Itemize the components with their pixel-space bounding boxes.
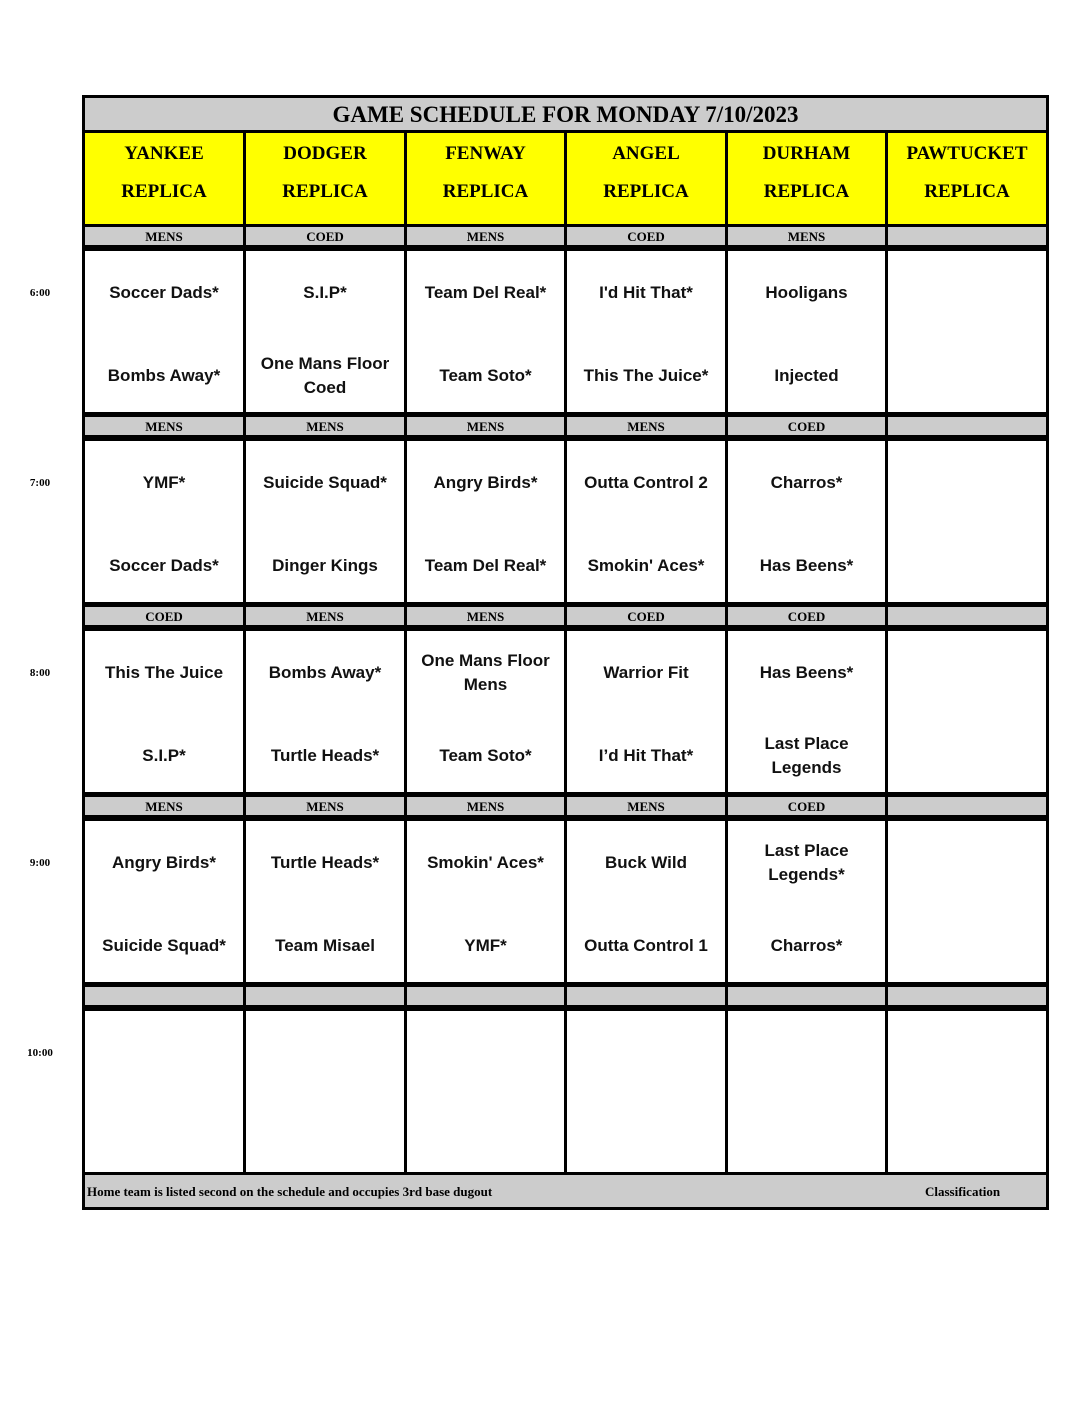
away-team bbox=[250, 1025, 400, 1081]
field-header bbox=[728, 133, 885, 224]
division-label bbox=[888, 987, 1046, 1005]
game-cell bbox=[407, 251, 564, 412]
home-team: Soccer Dads* bbox=[109, 556, 219, 575]
division-label: MENS bbox=[246, 607, 404, 625]
home-team bbox=[892, 918, 1042, 974]
game-cell bbox=[407, 631, 564, 792]
division-label: COED bbox=[728, 797, 885, 815]
field-type: REPLICA bbox=[763, 181, 850, 202]
field-header bbox=[85, 133, 243, 224]
home-team: Team Del Real* bbox=[424, 556, 547, 575]
schedule-table bbox=[82, 95, 1049, 1210]
away-team bbox=[892, 265, 1042, 321]
away-team: Last Place Legends* bbox=[764, 841, 849, 884]
division-label: COED bbox=[728, 607, 885, 625]
game-cell bbox=[567, 251, 725, 412]
division-label: MENS bbox=[728, 227, 885, 245]
game-cell bbox=[85, 821, 243, 982]
division-label: COED bbox=[246, 227, 404, 245]
away-team: Smokin' Aces* bbox=[427, 853, 544, 872]
away-team: Team Del Real* bbox=[424, 283, 547, 302]
away-team bbox=[892, 1025, 1042, 1081]
game-cell bbox=[728, 441, 885, 602]
home-team bbox=[892, 538, 1042, 594]
time-label: 8:00 bbox=[29, 667, 51, 679]
game-cell bbox=[888, 631, 1046, 792]
field-name: ANGEL bbox=[612, 143, 680, 164]
away-team: Charros* bbox=[770, 473, 843, 492]
game-cell bbox=[246, 441, 404, 602]
field-type: REPLICA bbox=[442, 181, 529, 202]
away-team bbox=[892, 455, 1042, 511]
away-team bbox=[892, 835, 1042, 891]
game-cell bbox=[888, 251, 1046, 412]
home-team: This The Juice* bbox=[583, 366, 709, 385]
game-cell bbox=[407, 441, 564, 602]
field-header bbox=[888, 133, 1046, 224]
field-type: REPLICA bbox=[924, 181, 1010, 202]
division-label bbox=[85, 987, 243, 1005]
home-team bbox=[892, 728, 1042, 784]
home-team bbox=[250, 1108, 400, 1164]
division-label bbox=[728, 987, 885, 1005]
game-cell bbox=[888, 821, 1046, 982]
game-cell bbox=[246, 631, 404, 792]
schedule-title: GAME SCHEDULE FOR MONDAY 7/10/2023 bbox=[85, 98, 1046, 130]
away-team: Soccer Dads* bbox=[109, 283, 219, 302]
away-team: Warrior Fit bbox=[603, 663, 689, 682]
home-team: Injected bbox=[774, 366, 839, 385]
game-cell bbox=[85, 441, 243, 602]
division-label: COED bbox=[728, 417, 885, 435]
division-label: COED bbox=[567, 607, 725, 625]
home-team: Team Soto* bbox=[439, 366, 532, 385]
time-label: 10:00 bbox=[27, 1047, 53, 1059]
home-team: S.I.P* bbox=[142, 746, 186, 765]
away-team: Bombs Away* bbox=[268, 663, 382, 682]
home-team bbox=[571, 1108, 721, 1164]
field-header bbox=[246, 133, 404, 224]
game-cell bbox=[85, 1011, 243, 1172]
field-name: YANKEE bbox=[124, 143, 204, 164]
away-team: Turtle Heads* bbox=[270, 853, 380, 872]
division-label: COED bbox=[85, 607, 243, 625]
home-team: Last Place Legends bbox=[764, 734, 849, 777]
division-label: MENS bbox=[85, 227, 243, 245]
away-team: One Mans Floor Mens bbox=[421, 651, 550, 694]
game-cell bbox=[888, 441, 1046, 602]
away-team: YMF* bbox=[142, 473, 186, 492]
home-team: YMF* bbox=[464, 936, 507, 955]
home-team bbox=[411, 1108, 560, 1164]
away-team bbox=[89, 1025, 239, 1081]
home-team bbox=[892, 348, 1042, 404]
game-cell bbox=[567, 821, 725, 982]
division-label bbox=[888, 607, 1046, 625]
time-label: 7:00 bbox=[29, 477, 51, 489]
away-team: S.I.P* bbox=[303, 283, 347, 302]
home-team: Bombs Away* bbox=[107, 366, 221, 385]
home-team: Turtle Heads* bbox=[270, 746, 380, 765]
away-team: Angry Birds* bbox=[112, 853, 216, 872]
game-cell bbox=[246, 251, 404, 412]
home-team: Suicide Squad* bbox=[102, 936, 226, 955]
game-cell bbox=[407, 821, 564, 982]
division-label bbox=[407, 987, 564, 1005]
away-team: This The Juice bbox=[104, 663, 224, 682]
field-name: DODGER bbox=[283, 143, 367, 164]
game-cell bbox=[728, 821, 885, 982]
time-label: 6:00 bbox=[29, 287, 51, 299]
away-team: Buck Wild bbox=[604, 853, 688, 872]
division-label: COED bbox=[567, 227, 725, 245]
away-team bbox=[571, 1025, 721, 1081]
home-team bbox=[89, 1108, 239, 1164]
away-team bbox=[411, 1025, 560, 1081]
game-cell bbox=[567, 441, 725, 602]
game-cell bbox=[728, 1011, 885, 1172]
away-team: Angry Birds* bbox=[433, 473, 538, 492]
division-label: MENS bbox=[407, 797, 564, 815]
division-label bbox=[567, 987, 725, 1005]
game-cell bbox=[85, 631, 243, 792]
away-team: Outta Control 2 bbox=[584, 473, 708, 492]
home-team: Dinger Kings bbox=[272, 556, 378, 575]
table-footer bbox=[85, 1175, 1046, 1207]
division-label bbox=[888, 227, 1046, 245]
field-name: DURHAM bbox=[762, 143, 851, 164]
division-label: MENS bbox=[407, 417, 564, 435]
away-team bbox=[732, 1025, 881, 1081]
game-cell bbox=[407, 1011, 564, 1172]
home-team-note: Home team is listed second on the schedule and occupies 3rd base dugout bbox=[87, 1184, 493, 1199]
time-label: 9:00 bbox=[29, 857, 51, 869]
game-cell bbox=[567, 631, 725, 792]
home-team: Smokin' Aces* bbox=[587, 556, 705, 575]
field-type: REPLICA bbox=[603, 181, 689, 202]
home-team: One Mans Floor Coed bbox=[260, 354, 390, 397]
away-team: I'd Hit That* bbox=[599, 283, 693, 302]
division-label bbox=[888, 797, 1046, 815]
division-label: MENS bbox=[407, 227, 564, 245]
home-team: Team Soto* bbox=[439, 746, 532, 765]
home-team: Has Beens* bbox=[759, 556, 854, 575]
division-label: MENS bbox=[85, 797, 243, 815]
division-label: MENS bbox=[246, 797, 404, 815]
game-cell bbox=[567, 1011, 725, 1172]
game-cell bbox=[728, 251, 885, 412]
away-team bbox=[892, 645, 1042, 701]
division-label: MENS bbox=[567, 797, 725, 815]
field-header bbox=[407, 133, 564, 224]
home-team: I’d Hit That* bbox=[598, 746, 694, 765]
home-team: Team Misael bbox=[275, 936, 375, 955]
home-team: Charros* bbox=[770, 936, 843, 955]
field-name: FENWAY bbox=[445, 143, 526, 164]
game-cell bbox=[728, 631, 885, 792]
field-type: REPLICA bbox=[121, 181, 207, 202]
game-cell bbox=[85, 251, 243, 412]
away-team: Hooligans bbox=[765, 283, 848, 302]
game-cell bbox=[246, 821, 404, 982]
division-label: MENS bbox=[407, 607, 564, 625]
classification-label: Classification bbox=[925, 1184, 1001, 1199]
field-type: REPLICA bbox=[282, 181, 368, 202]
away-team: Suicide Squad* bbox=[263, 473, 387, 492]
field-name: PAWTUCKET bbox=[906, 143, 1028, 164]
game-cell bbox=[246, 1011, 404, 1172]
away-team: Has Beens* bbox=[759, 663, 854, 682]
division-label bbox=[888, 417, 1046, 435]
division-label: MENS bbox=[246, 417, 404, 435]
division-label bbox=[246, 987, 404, 1005]
home-team bbox=[892, 1108, 1042, 1164]
field-header bbox=[567, 133, 725, 224]
division-label: MENS bbox=[85, 417, 243, 435]
game-cell bbox=[888, 1011, 1046, 1172]
home-team bbox=[732, 1108, 881, 1164]
home-team: Outta Control 1 bbox=[584, 936, 708, 955]
division-label: MENS bbox=[567, 417, 725, 435]
